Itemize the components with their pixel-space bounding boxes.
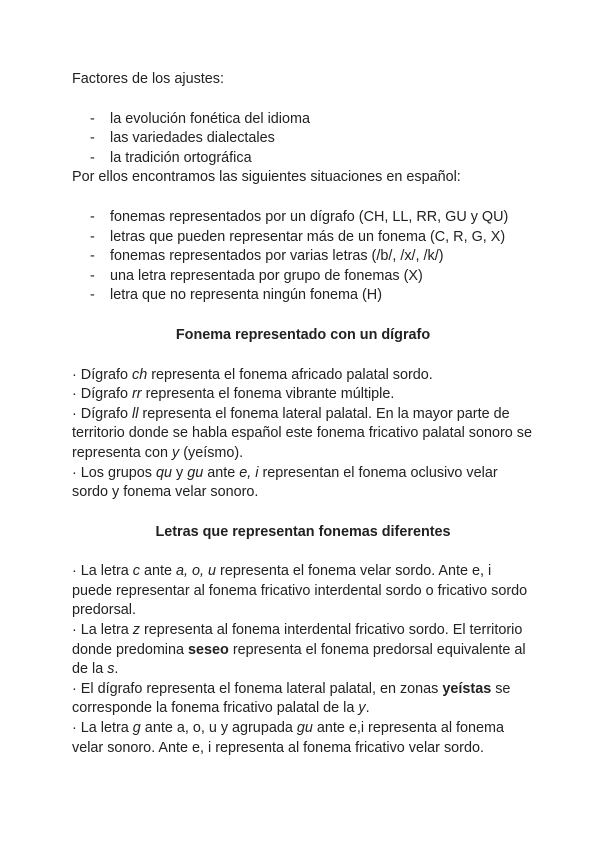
list-item-text: las variedades dialectales <box>110 130 275 147</box>
list-item <box>72 286 534 306</box>
paragraph-c <box>72 562 534 621</box>
text-run: representa el fonema africado palatal sordo. <box>147 366 433 383</box>
list-item <box>72 267 534 287</box>
paragraph-digraph-ll <box>72 680 534 719</box>
section-heading-letters: Letras que representan fonemas diferentes <box>155 523 451 540</box>
bullet-marker: · <box>72 366 77 383</box>
section-heading-digraph: Fonema representado con un dígrafo <box>175 326 431 343</box>
bullet-marker: · <box>72 563 77 580</box>
italic-run: ll <box>132 405 139 422</box>
text-run: y <box>172 464 188 481</box>
list-item-text: una letra representada por grupo de fonemas (X) <box>110 267 423 284</box>
text-run: ante a, o, u y agrupada <box>140 720 297 737</box>
italic-run: gu <box>296 720 313 737</box>
text-run: (yeísmo). <box>179 444 244 461</box>
bullet-marker: · <box>72 720 77 737</box>
bold-run: yeístas <box>442 680 492 697</box>
text-run: representan el fonema oclusivo velar sordo y fonema velar sonoro. <box>72 464 498 501</box>
text-run: La letra <box>76 563 133 580</box>
factors-title: Factores de los ajustes: <box>72 71 224 87</box>
italic-run: g <box>132 720 141 737</box>
dash-marker: - <box>90 267 95 284</box>
text-run: ante <box>203 464 240 481</box>
text-run: representa el fonema vibrante múltiple. <box>141 386 395 403</box>
text-run: se corresponde la fonema fricativo palatal de la <box>72 680 511 717</box>
paragraph-ch <box>72 366 534 386</box>
italic-run: ch <box>132 366 148 383</box>
text-run: El dígrafo representa el fonema lateral palatal, en zonas <box>76 680 443 697</box>
list-item-text: la tradición ortográfica <box>110 149 252 166</box>
paragraph-z <box>72 621 534 680</box>
paragraph-qu-gu <box>72 464 534 503</box>
dash-marker: - <box>90 287 95 304</box>
dash-marker: - <box>90 130 95 147</box>
situations-title: Por ellos encontramos las siguientes situaciones en español: <box>72 169 461 186</box>
list-item-text: letras que pueden representar más de un fonema (C, R, G, X) <box>110 228 506 245</box>
text-run: representa el fonema predorsal equivalente al de la <box>72 641 526 678</box>
list-item <box>72 247 534 267</box>
list-item-text: fonemas representados por un dígrafo (CH, LL, RR, GU y QU) <box>110 208 509 225</box>
text-run: . <box>114 661 119 678</box>
bullet-marker: · <box>72 680 77 697</box>
situations-list <box>72 208 534 306</box>
list-item <box>72 208 534 228</box>
italic-run: qu <box>156 464 173 481</box>
bold-run: seseo <box>188 641 229 658</box>
list-item <box>72 129 534 149</box>
text-run: Dígrafo <box>76 386 132 403</box>
text-run: representa el fonema velar sordo. Ante e, i puede representar al fonema fricativo interdental sordo o fricativo sordo predorsal. <box>72 563 528 619</box>
list-item <box>72 149 534 169</box>
italic-run: e, i <box>239 464 259 481</box>
italic-run: a, o, u <box>176 563 217 580</box>
bullet-marker: · <box>72 464 77 481</box>
text-run: La letra <box>76 622 133 639</box>
text-run: ante e,i representa al fonema velar sonoro. Ante e, i representa al fonema fricativo velar sordo. <box>72 720 505 756</box>
document-page <box>72 70 534 758</box>
text-run: representa al fonema interdental fricativo sordo. El territorio donde predomina <box>72 622 523 658</box>
text-run: Dígrafo <box>76 366 132 383</box>
dash-marker: - <box>90 208 95 225</box>
list-item-text: letra que no representa ningún fonema (H) <box>110 287 382 304</box>
italic-run: y <box>358 700 366 717</box>
bullet-marker: · <box>72 405 77 422</box>
dash-marker: - <box>90 110 95 127</box>
italic-run: y <box>172 444 180 461</box>
dash-marker: - <box>90 149 95 166</box>
italic-run: gu <box>187 464 204 481</box>
text-run: . <box>365 700 370 717</box>
dash-marker: - <box>90 248 95 265</box>
text-run: ante <box>140 563 177 580</box>
text-run: representa el fonema lateral palatal. En la mayor parte de territorio donde se habla español este fonema fricativo palatal sonoro se representa con <box>72 405 532 461</box>
text-run: Dígrafo <box>76 405 132 422</box>
italic-run: c <box>132 563 140 580</box>
dash-marker: - <box>90 228 95 245</box>
list-item <box>72 228 534 248</box>
bullet-marker: · <box>72 386 77 403</box>
paragraph-g <box>72 719 534 758</box>
paragraph-rr <box>72 385 534 405</box>
text-run: Los grupos <box>76 464 156 481</box>
italic-run: z <box>132 622 140 639</box>
bullet-marker: · <box>72 622 77 639</box>
text-run: La letra <box>76 720 133 737</box>
italic-run: s <box>107 661 115 678</box>
italic-run: rr <box>132 386 142 403</box>
list-item <box>72 110 534 130</box>
factors-list <box>72 110 534 169</box>
paragraph-ll <box>72 405 534 464</box>
list-item-text: fonemas representados por varias letras (/b/, /x/, /k/) <box>110 248 444 265</box>
list-item-text: la evolución fonética del idioma <box>110 110 310 127</box>
